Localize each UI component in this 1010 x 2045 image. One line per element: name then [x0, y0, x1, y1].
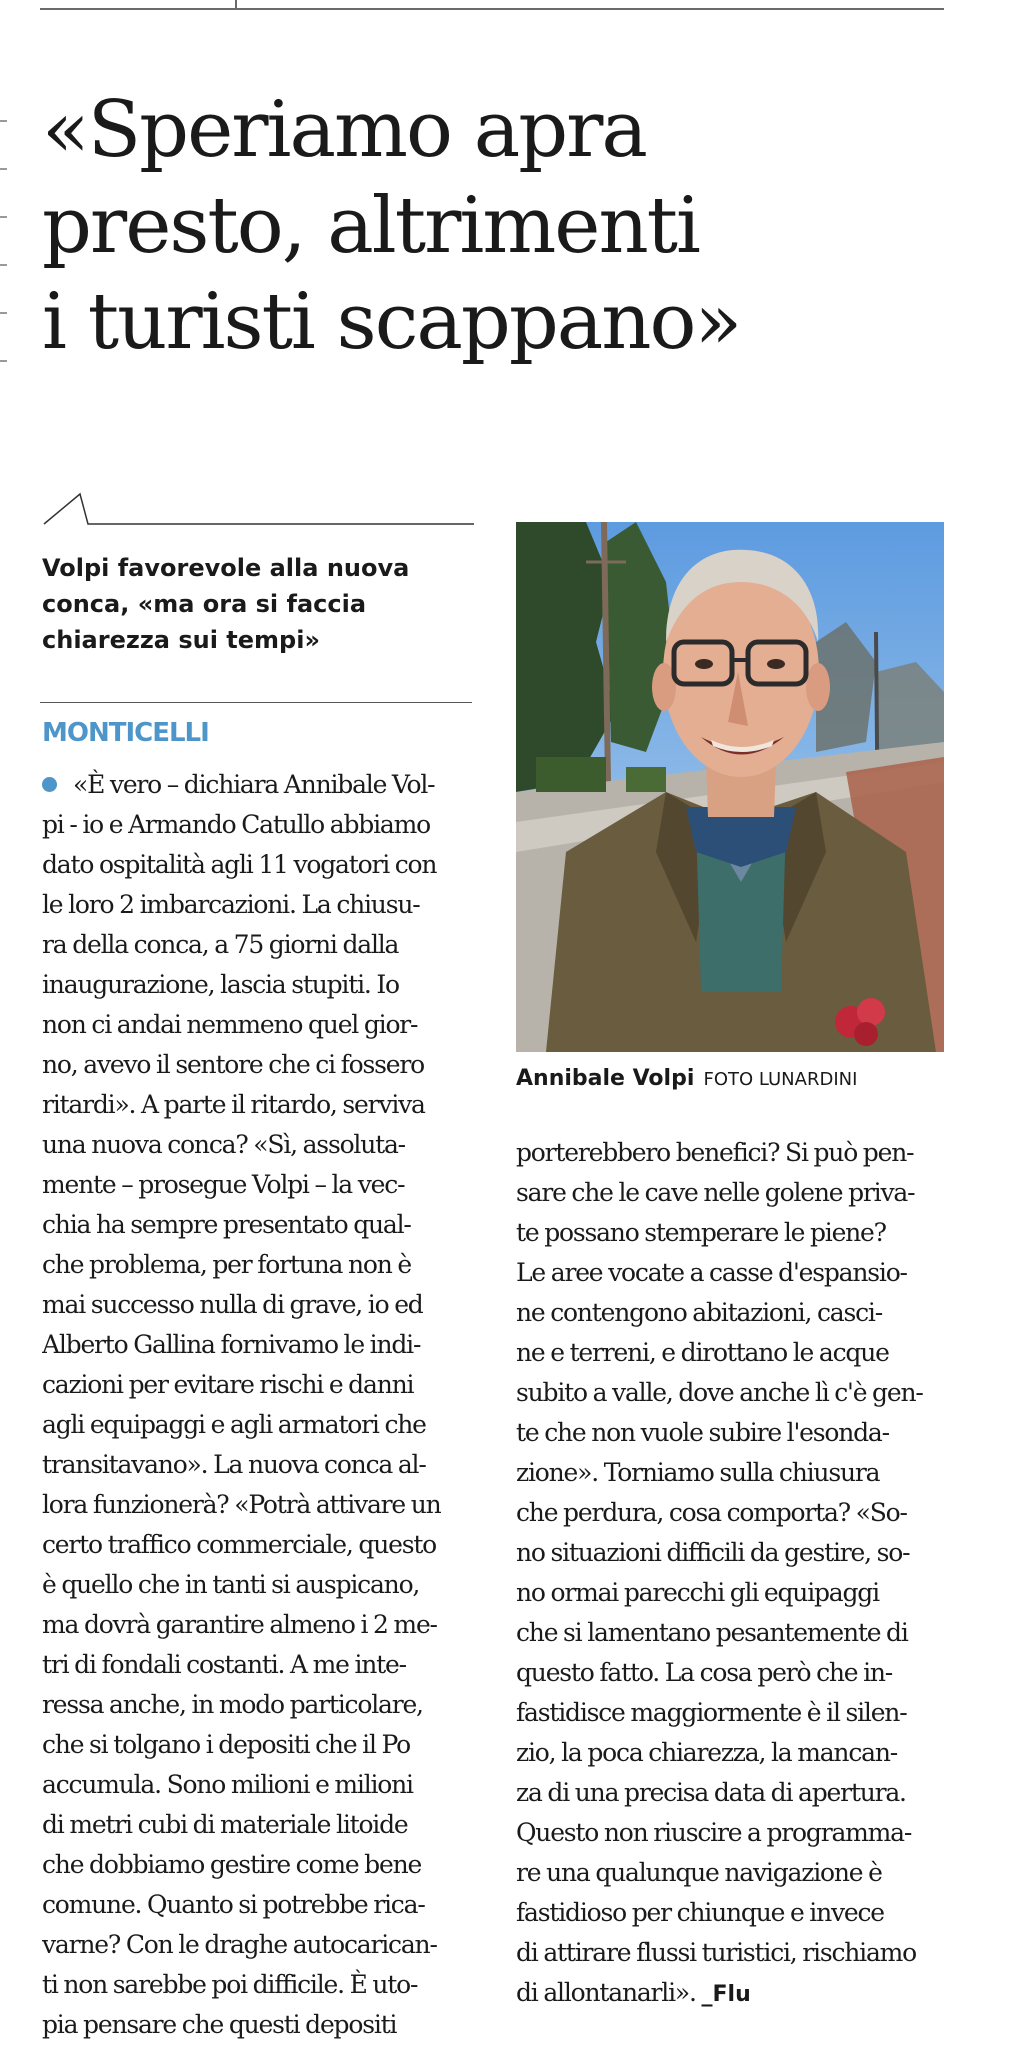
body-line: certo traffico commerciale, questo: [42, 1530, 437, 1559]
body-line: ressa anche, in modo particolare,: [42, 1690, 423, 1719]
body-line: che problema, per fortuna non è: [42, 1250, 411, 1279]
body-line: sare che le cave nelle golene priva-: [516, 1178, 915, 1207]
body-line: ritardi». A parte il ritardo, serviva: [42, 1090, 425, 1119]
body-line: di metri cubi di materiale litoide: [42, 1810, 408, 1839]
body-line: no situazioni difficili da gestire, so-: [516, 1538, 910, 1567]
body-line: è quello che in tanti si auspicano,: [42, 1570, 420, 1599]
margin-tick: [0, 120, 7, 122]
body-line: tri di fondali costanti. A me inte-: [42, 1650, 406, 1679]
article-body-left: [42, 765, 474, 2045]
body-line: zione». Torniamo sulla chiusura: [516, 1458, 880, 1487]
decorative-rule: [40, 490, 476, 530]
margin-tick: [0, 360, 7, 362]
body-line-text: «È vero – dichiara Annibale Vol-: [73, 770, 435, 799]
margin-tick: [0, 216, 7, 218]
top-rule: [40, 8, 944, 10]
headline-line: presto, altrimenti: [42, 181, 699, 271]
body-line: dato ospitalità agli 11 vogatori con: [42, 850, 437, 879]
photo-caption: [516, 1066, 946, 1091]
body-line: che si lamentano pesantemente di: [516, 1618, 908, 1647]
top-rule-tick: [235, 0, 237, 9]
body-line: ti non sarebbe poi difficile. È uto-: [42, 1970, 418, 1999]
body-line: questo fatto. La cosa però che in-: [516, 1658, 893, 1687]
body-line: agli equipaggi e agli armatori che: [42, 1410, 426, 1439]
body-line: za di una precisa data di apertura.: [516, 1778, 906, 1807]
body-line: ne contengono abitazioni, casci-: [516, 1298, 882, 1327]
body-line: zio, la poca chiarezza, la mancan-: [516, 1738, 897, 1767]
subheadline-line: chiarezza sui tempi»: [42, 626, 320, 654]
body-line: ma dovrà garantire almeno i 2 me-: [42, 1610, 437, 1639]
portrait-photo: [516, 522, 944, 1052]
body-line: Alberto Gallina fornivamo le indi-: [42, 1330, 421, 1359]
body-line: te che non vuole subire l'esonda-: [516, 1418, 889, 1447]
body-line: inaugurazione, lascia stupiti. Io: [42, 970, 399, 999]
body-line: varne? Con le draghe autocarican-: [42, 1930, 437, 1959]
body-line: lora funzionerà? «Potrà attivare un: [42, 1490, 441, 1519]
caption-name: Annibale Volpi: [516, 1066, 695, 1091]
body-line: comune. Quanto si potrebbe rica-: [42, 1890, 425, 1919]
body-line: no ormai parecchi gli equipaggi: [516, 1578, 879, 1607]
body-line: te possano stemperare le piene?: [516, 1218, 886, 1247]
body-line: ne e terreni, e dirottano le acque: [516, 1338, 889, 1367]
body-line: Le aree vocate a casse d'espansio-: [516, 1258, 907, 1287]
headline-line: i turisti scappano»: [42, 277, 741, 367]
portrait-illustration: [516, 522, 944, 1052]
body-line-text: di allontanarli».: [516, 1978, 696, 2007]
photo-credit: FOTO LUNARDINI: [703, 1069, 858, 1090]
body-line: di attirare flussi turistici, rischiamo: [516, 1938, 917, 1967]
body-line: fastidioso per chiunque e invece: [516, 1898, 884, 1927]
headline-line: «Speriamo apra: [42, 85, 646, 175]
margin-tick: [0, 168, 7, 170]
body-line: una nuova conca? «Sì, assoluta-: [42, 1130, 405, 1159]
body-line: fastidisce maggiormente è il silen-: [516, 1698, 907, 1727]
body-line: che perdura, cosa comporta? «So-: [516, 1498, 907, 1527]
body-line: mente – prosegue Volpi – la vec-: [42, 1170, 405, 1199]
margin-tick: [0, 264, 7, 266]
body-line: non ci andai nemmeno quel gior-: [42, 1010, 418, 1039]
article-body-right: [516, 1133, 948, 2015]
bullet-icon: [42, 777, 57, 792]
body-line: che si tolgano i depositi che il Po: [42, 1730, 410, 1759]
body-line: transitavano». La nuova conca al-: [42, 1450, 426, 1479]
body-line: Questo non riuscire a programma-: [516, 1818, 912, 1847]
author-signature: _Flu: [701, 1982, 751, 2007]
subheadline-line: Volpi favorevole alla nuova: [42, 554, 410, 582]
body-line: re una qualunque navigazione è: [516, 1858, 882, 1887]
body-line: cazioni per evitare rischi e danni: [42, 1370, 414, 1399]
subheadline-rule: [40, 702, 472, 703]
body-line: [42, 765, 474, 805]
body-line: che dobbiamo gestire come bene: [42, 1850, 422, 1879]
body-line: mai successo nulla di grave, io ed: [42, 1290, 423, 1319]
body-line: chia ha sempre presentato qual-: [42, 1210, 411, 1239]
body-line: [516, 1973, 948, 2015]
body-line: accumula. Sono milioni e milioni: [42, 1770, 413, 1799]
body-line: porterebbero benefici? Si può pen-: [516, 1138, 914, 1167]
body-line: no, avevo il sentore che ci fossero: [42, 1050, 424, 1079]
location-kicker: MONTICELLI: [42, 718, 209, 748]
body-line: pi - io e Armando Catullo abbiamo: [42, 810, 430, 839]
subheadline-line: conca, «ma ora si faccia: [42, 590, 367, 618]
subheadline: [42, 550, 482, 658]
body-line: ra della conca, a 75 giorni dalla: [42, 930, 399, 959]
body-line: le loro 2 imbarcazioni. La chiusu-: [42, 890, 420, 919]
body-line: pia pensare che questi depositi: [42, 2010, 397, 2039]
margin-tick: [0, 312, 7, 314]
headline: [42, 82, 972, 370]
body-line: subito a valle, dove anche lì c'è gen-: [516, 1378, 923, 1407]
